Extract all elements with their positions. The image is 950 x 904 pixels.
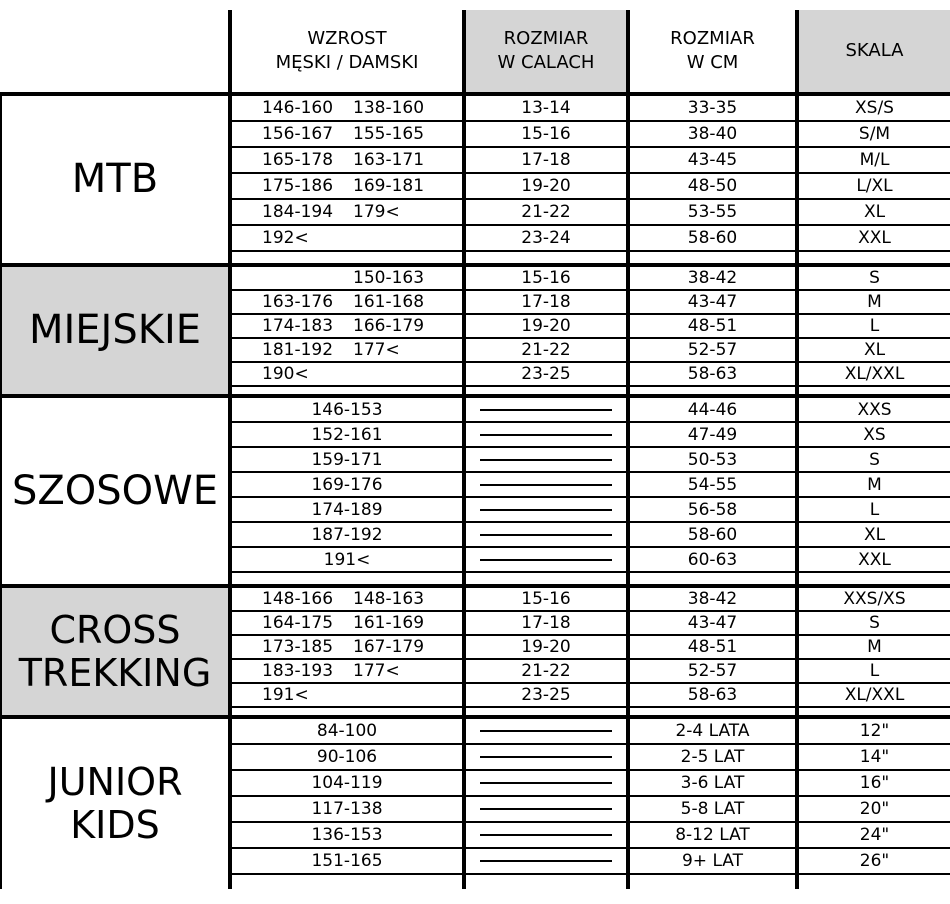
scale-cell: L/XL — [795, 174, 950, 198]
cm-cell: 3-6 LAT — [626, 771, 795, 795]
cm-cell: 48-51 — [626, 315, 795, 337]
cm-cell: 44-46 — [626, 398, 795, 421]
cm-cell: 50-53 — [626, 448, 795, 471]
scale-cell: XL — [795, 200, 950, 224]
scale-cell: 14" — [795, 745, 950, 769]
inches-dash-line — [480, 434, 612, 436]
size-row — [228, 174, 950, 200]
scale-cell: S — [795, 448, 950, 471]
inches-dash-line — [480, 808, 612, 810]
scale-cell: S/M — [795, 122, 950, 146]
inches-dash-line — [480, 409, 612, 411]
empty-cell — [228, 387, 462, 394]
inches-dash-line — [480, 559, 612, 561]
size-row — [228, 849, 950, 875]
empty-cell — [795, 252, 950, 263]
scale-cell: M — [795, 473, 950, 496]
inches-cell: 21-22 — [462, 339, 626, 361]
category-cell-cross-trekking — [0, 588, 228, 715]
empty-cell — [228, 708, 462, 715]
inches-cell — [462, 797, 626, 821]
table-header — [0, 10, 950, 92]
section-rows-mtb — [228, 96, 950, 263]
cm-cell: 56-58 — [626, 498, 795, 521]
inches-cell: 15-16 — [462, 267, 626, 289]
height-cell: 187-192 — [228, 523, 462, 546]
height-cell: 136-153 — [228, 823, 462, 847]
size-row — [228, 719, 950, 745]
inches-cell — [462, 771, 626, 795]
height-male-value: 174-183 — [262, 316, 334, 336]
scale-cell: XXS/XS — [795, 588, 950, 610]
category-label: MTB — [71, 156, 159, 203]
scale-cell: 12" — [795, 719, 950, 743]
cm-cell: 54-55 — [626, 473, 795, 496]
height-male-value: 164-175 — [262, 613, 334, 633]
inches-cell: 17-18 — [462, 148, 626, 172]
section-junior-kids — [0, 719, 950, 889]
height-cell: 169-176 — [228, 473, 462, 496]
category-cell-mtb — [0, 96, 228, 263]
size-row — [228, 423, 950, 448]
size-row — [228, 315, 950, 339]
section-cross-trekking — [0, 588, 950, 715]
inches-cell: 13-14 — [462, 96, 626, 120]
empty-cell — [228, 573, 462, 584]
cm-cell: 53-55 — [626, 200, 795, 224]
header-category-empty — [0, 10, 228, 92]
height-female-value: 138-160 — [353, 98, 425, 118]
height-cell: 152-161 — [228, 423, 462, 446]
height-cell — [228, 612, 462, 634]
size-row — [228, 398, 950, 423]
size-row — [228, 498, 950, 523]
cm-cell: 2-4 LATA — [626, 719, 795, 743]
height-cell: 104-119 — [228, 771, 462, 795]
size-row — [228, 473, 950, 498]
header-rozmiar-cm-line2: W CM — [686, 52, 739, 73]
height-cell: 90-106 — [228, 745, 462, 769]
header-wzrost — [228, 10, 462, 92]
height-female-value: 166-179 — [353, 316, 425, 336]
cm-cell: 47-49 — [626, 423, 795, 446]
inches-cell — [462, 849, 626, 873]
category-label: MIEJSKIE — [28, 307, 202, 354]
size-row — [228, 797, 950, 823]
category-cell-miejskie — [0, 267, 228, 394]
scale-cell: M/L — [795, 148, 950, 172]
inches-dash-line — [480, 756, 612, 758]
height-cell — [228, 174, 462, 198]
cm-cell: 38-40 — [626, 122, 795, 146]
empty-cell — [795, 708, 950, 715]
scale-cell: 24" — [795, 823, 950, 847]
size-row — [228, 226, 950, 252]
scale-cell: 16" — [795, 771, 950, 795]
cm-cell: 38-42 — [626, 267, 795, 289]
size-row — [228, 684, 950, 708]
size-row — [228, 636, 950, 660]
cm-cell: 52-57 — [626, 660, 795, 682]
height-female-value: 148-163 — [353, 589, 425, 609]
inches-cell: 15-16 — [462, 588, 626, 610]
height-male-value: 181-192 — [262, 340, 334, 360]
height-cell — [228, 267, 462, 289]
scale-cell: XS/S — [795, 96, 950, 120]
empty-spacer-row — [228, 387, 950, 394]
inches-dash-line — [480, 484, 612, 486]
category-cell-szosowe — [0, 398, 228, 584]
size-row — [228, 771, 950, 797]
category-label: TREKKING — [18, 650, 212, 695]
size-row — [228, 612, 950, 636]
section-rows-cross-trekking — [228, 588, 950, 715]
section-rows-szosowe — [228, 398, 950, 584]
header-rozmiar-cale-line2: W CALACH — [497, 52, 595, 73]
height-female-value: 161-169 — [353, 613, 425, 633]
height-cell — [228, 315, 462, 337]
height-cell: 159-171 — [228, 448, 462, 471]
empty-cell — [626, 387, 795, 394]
inches-cell — [462, 823, 626, 847]
scale-cell: L — [795, 315, 950, 337]
cm-cell: 38-42 — [626, 588, 795, 610]
inches-cell: 23-25 — [462, 684, 626, 706]
scale-cell: L — [795, 498, 950, 521]
inches-cell — [462, 423, 626, 446]
height-male-value: 192< — [262, 228, 309, 248]
category-label: SZOSOWE — [12, 467, 218, 514]
inches-cell — [462, 398, 626, 421]
scale-cell: S — [795, 612, 950, 634]
empty-cell — [626, 875, 795, 889]
height-cell — [228, 148, 462, 172]
inches-cell: 21-22 — [462, 200, 626, 224]
inches-cell: 19-20 — [462, 315, 626, 337]
cm-cell: 2-5 LAT — [626, 745, 795, 769]
category-label: KIDS — [70, 803, 160, 847]
inches-cell: 17-18 — [462, 291, 626, 313]
height-cell — [228, 636, 462, 658]
cm-cell: 60-63 — [626, 548, 795, 571]
size-row — [228, 122, 950, 148]
cm-cell: 9+ LAT — [626, 849, 795, 873]
inches-cell — [462, 473, 626, 496]
empty-cell — [795, 387, 950, 394]
height-female-value: 169-181 — [353, 176, 425, 196]
empty-cell — [462, 573, 626, 584]
size-row — [228, 448, 950, 473]
height-male-value: 156-167 — [262, 124, 334, 144]
empty-cell — [626, 252, 795, 263]
inches-cell: 19-20 — [462, 174, 626, 198]
category-label: JUNIOR — [47, 760, 183, 805]
inches-dash-line — [480, 860, 612, 862]
height-female-value: 150-163 — [353, 268, 425, 288]
scale-cell: S — [795, 267, 950, 289]
scale-cell: XXL — [795, 226, 950, 250]
section-rows-junior-kids — [228, 719, 950, 889]
empty-cell — [462, 387, 626, 394]
height-male-value: 175-186 — [262, 176, 334, 196]
height-cell — [228, 96, 462, 120]
height-cell — [228, 200, 462, 224]
height-male-value: 148-166 — [262, 589, 334, 609]
size-row — [228, 523, 950, 548]
scale-cell: XXL — [795, 548, 950, 571]
height-cell — [228, 226, 462, 250]
inches-cell — [462, 719, 626, 743]
size-row — [228, 267, 950, 291]
empty-cell — [795, 573, 950, 584]
section-mtb — [0, 96, 950, 263]
height-female-value: 161-168 — [353, 292, 425, 312]
header-skala-label: SKALA — [845, 39, 904, 61]
scale-cell: XS — [795, 423, 950, 446]
inches-cell — [462, 448, 626, 471]
height-female-value: 177< — [353, 340, 400, 360]
inches-dash-line — [480, 834, 612, 836]
size-row — [228, 200, 950, 226]
size-row — [228, 363, 950, 387]
height-male-value: 184-194 — [262, 202, 334, 222]
scale-cell: XL — [795, 523, 950, 546]
header-rozmiar-cale-line1: ROZMIAR — [503, 27, 589, 49]
scale-cell: XL/XXL — [795, 684, 950, 706]
section-miejskie — [0, 267, 950, 394]
empty-cell — [228, 875, 462, 889]
height-cell: 84-100 — [228, 719, 462, 743]
empty-cell — [626, 573, 795, 584]
height-cell: 174-189 — [228, 498, 462, 521]
cm-cell: 5-8 LAT — [626, 797, 795, 821]
height-male-value: 190< — [262, 364, 309, 384]
inches-cell: 19-20 — [462, 636, 626, 658]
inches-dash-line — [480, 509, 612, 511]
inches-cell: 17-18 — [462, 612, 626, 634]
height-cell — [228, 660, 462, 682]
header-wzrost-line2: MĘSKI / DAMSKI — [275, 52, 419, 73]
empty-spacer-row — [228, 252, 950, 263]
cm-cell: 58-63 — [626, 363, 795, 385]
cm-cell: 58-60 — [626, 226, 795, 250]
height-cell — [228, 291, 462, 313]
empty-cell — [462, 252, 626, 263]
height-male-value: 173-185 — [262, 637, 334, 657]
scale-cell: XL/XXL — [795, 363, 950, 385]
height-cell — [228, 339, 462, 361]
section-szosowe — [0, 398, 950, 584]
empty-cell — [462, 708, 626, 715]
size-row — [228, 548, 950, 573]
scale-cell: XL — [795, 339, 950, 361]
scale-cell: M — [795, 291, 950, 313]
inches-cell — [462, 498, 626, 521]
size-row — [228, 745, 950, 771]
height-cell: 191< — [228, 548, 462, 571]
inches-cell: 21-22 — [462, 660, 626, 682]
height-cell — [228, 588, 462, 610]
empty-cell — [626, 708, 795, 715]
height-male-value: 165-178 — [262, 150, 334, 170]
header-rozmiar-cale — [462, 10, 626, 92]
cm-cell: 8-12 LAT — [626, 823, 795, 847]
scale-cell: L — [795, 660, 950, 682]
height-cell: 146-153 — [228, 398, 462, 421]
header-rozmiar-cm — [626, 10, 795, 92]
height-female-value: 167-179 — [353, 637, 425, 657]
size-row — [228, 339, 950, 363]
height-male-value: 183-193 — [262, 661, 334, 681]
cm-cell: 58-60 — [626, 523, 795, 546]
size-row — [228, 96, 950, 122]
cm-cell: 43-45 — [626, 148, 795, 172]
size-row — [228, 291, 950, 315]
header-rozmiar-cm-line1: ROZMIAR — [670, 27, 755, 49]
header-wzrost-line1: WZROST — [307, 27, 387, 49]
inches-dash-line — [480, 730, 612, 732]
inches-dash-line — [480, 459, 612, 461]
empty-cell — [795, 875, 950, 889]
inches-cell: 23-24 — [462, 226, 626, 250]
height-cell — [228, 363, 462, 385]
empty-spacer-row — [228, 573, 950, 584]
category-label: CROSS — [49, 607, 181, 652]
size-row — [228, 148, 950, 174]
cm-cell: 58-63 — [626, 684, 795, 706]
cm-cell: 43-47 — [626, 291, 795, 313]
cm-cell: 52-57 — [626, 339, 795, 361]
size-row — [228, 588, 950, 612]
cm-cell: 48-50 — [626, 174, 795, 198]
scale-cell: XXS — [795, 398, 950, 421]
height-male-value: 191< — [262, 685, 309, 705]
inches-cell: 23-25 — [462, 363, 626, 385]
empty-spacer-row — [228, 708, 950, 715]
empty-cell — [228, 252, 462, 263]
scale-cell: M — [795, 636, 950, 658]
category-cell-junior-kids — [0, 719, 228, 889]
height-cell: 117-138 — [228, 797, 462, 821]
height-male-value: 163-176 — [262, 292, 334, 312]
section-rows-miejskie — [228, 267, 950, 394]
height-female-value: 155-165 — [353, 124, 425, 144]
scale-cell: 26" — [795, 849, 950, 873]
table-body — [0, 92, 950, 889]
cm-cell: 33-35 — [626, 96, 795, 120]
inches-cell — [462, 523, 626, 546]
empty-cell — [462, 875, 626, 889]
cm-cell: 48-51 — [626, 636, 795, 658]
size-row — [228, 823, 950, 849]
height-female-value: 177< — [353, 661, 400, 681]
inches-cell — [462, 745, 626, 769]
header-skala — [795, 10, 950, 92]
cm-cell: 43-47 — [626, 612, 795, 634]
scale-cell: 20" — [795, 797, 950, 821]
empty-spacer-row — [228, 875, 950, 889]
height-female-value: 163-171 — [353, 150, 425, 170]
height-male-value: 146-160 — [262, 98, 334, 118]
size-row — [228, 660, 950, 684]
inches-dash-line — [480, 782, 612, 784]
height-female-value: 179< — [353, 202, 400, 222]
height-cell: 151-165 — [228, 849, 462, 873]
inches-dash-line — [480, 534, 612, 536]
height-cell — [228, 122, 462, 146]
inches-cell: 15-16 — [462, 122, 626, 146]
height-cell — [228, 684, 462, 706]
inches-cell — [462, 548, 626, 571]
